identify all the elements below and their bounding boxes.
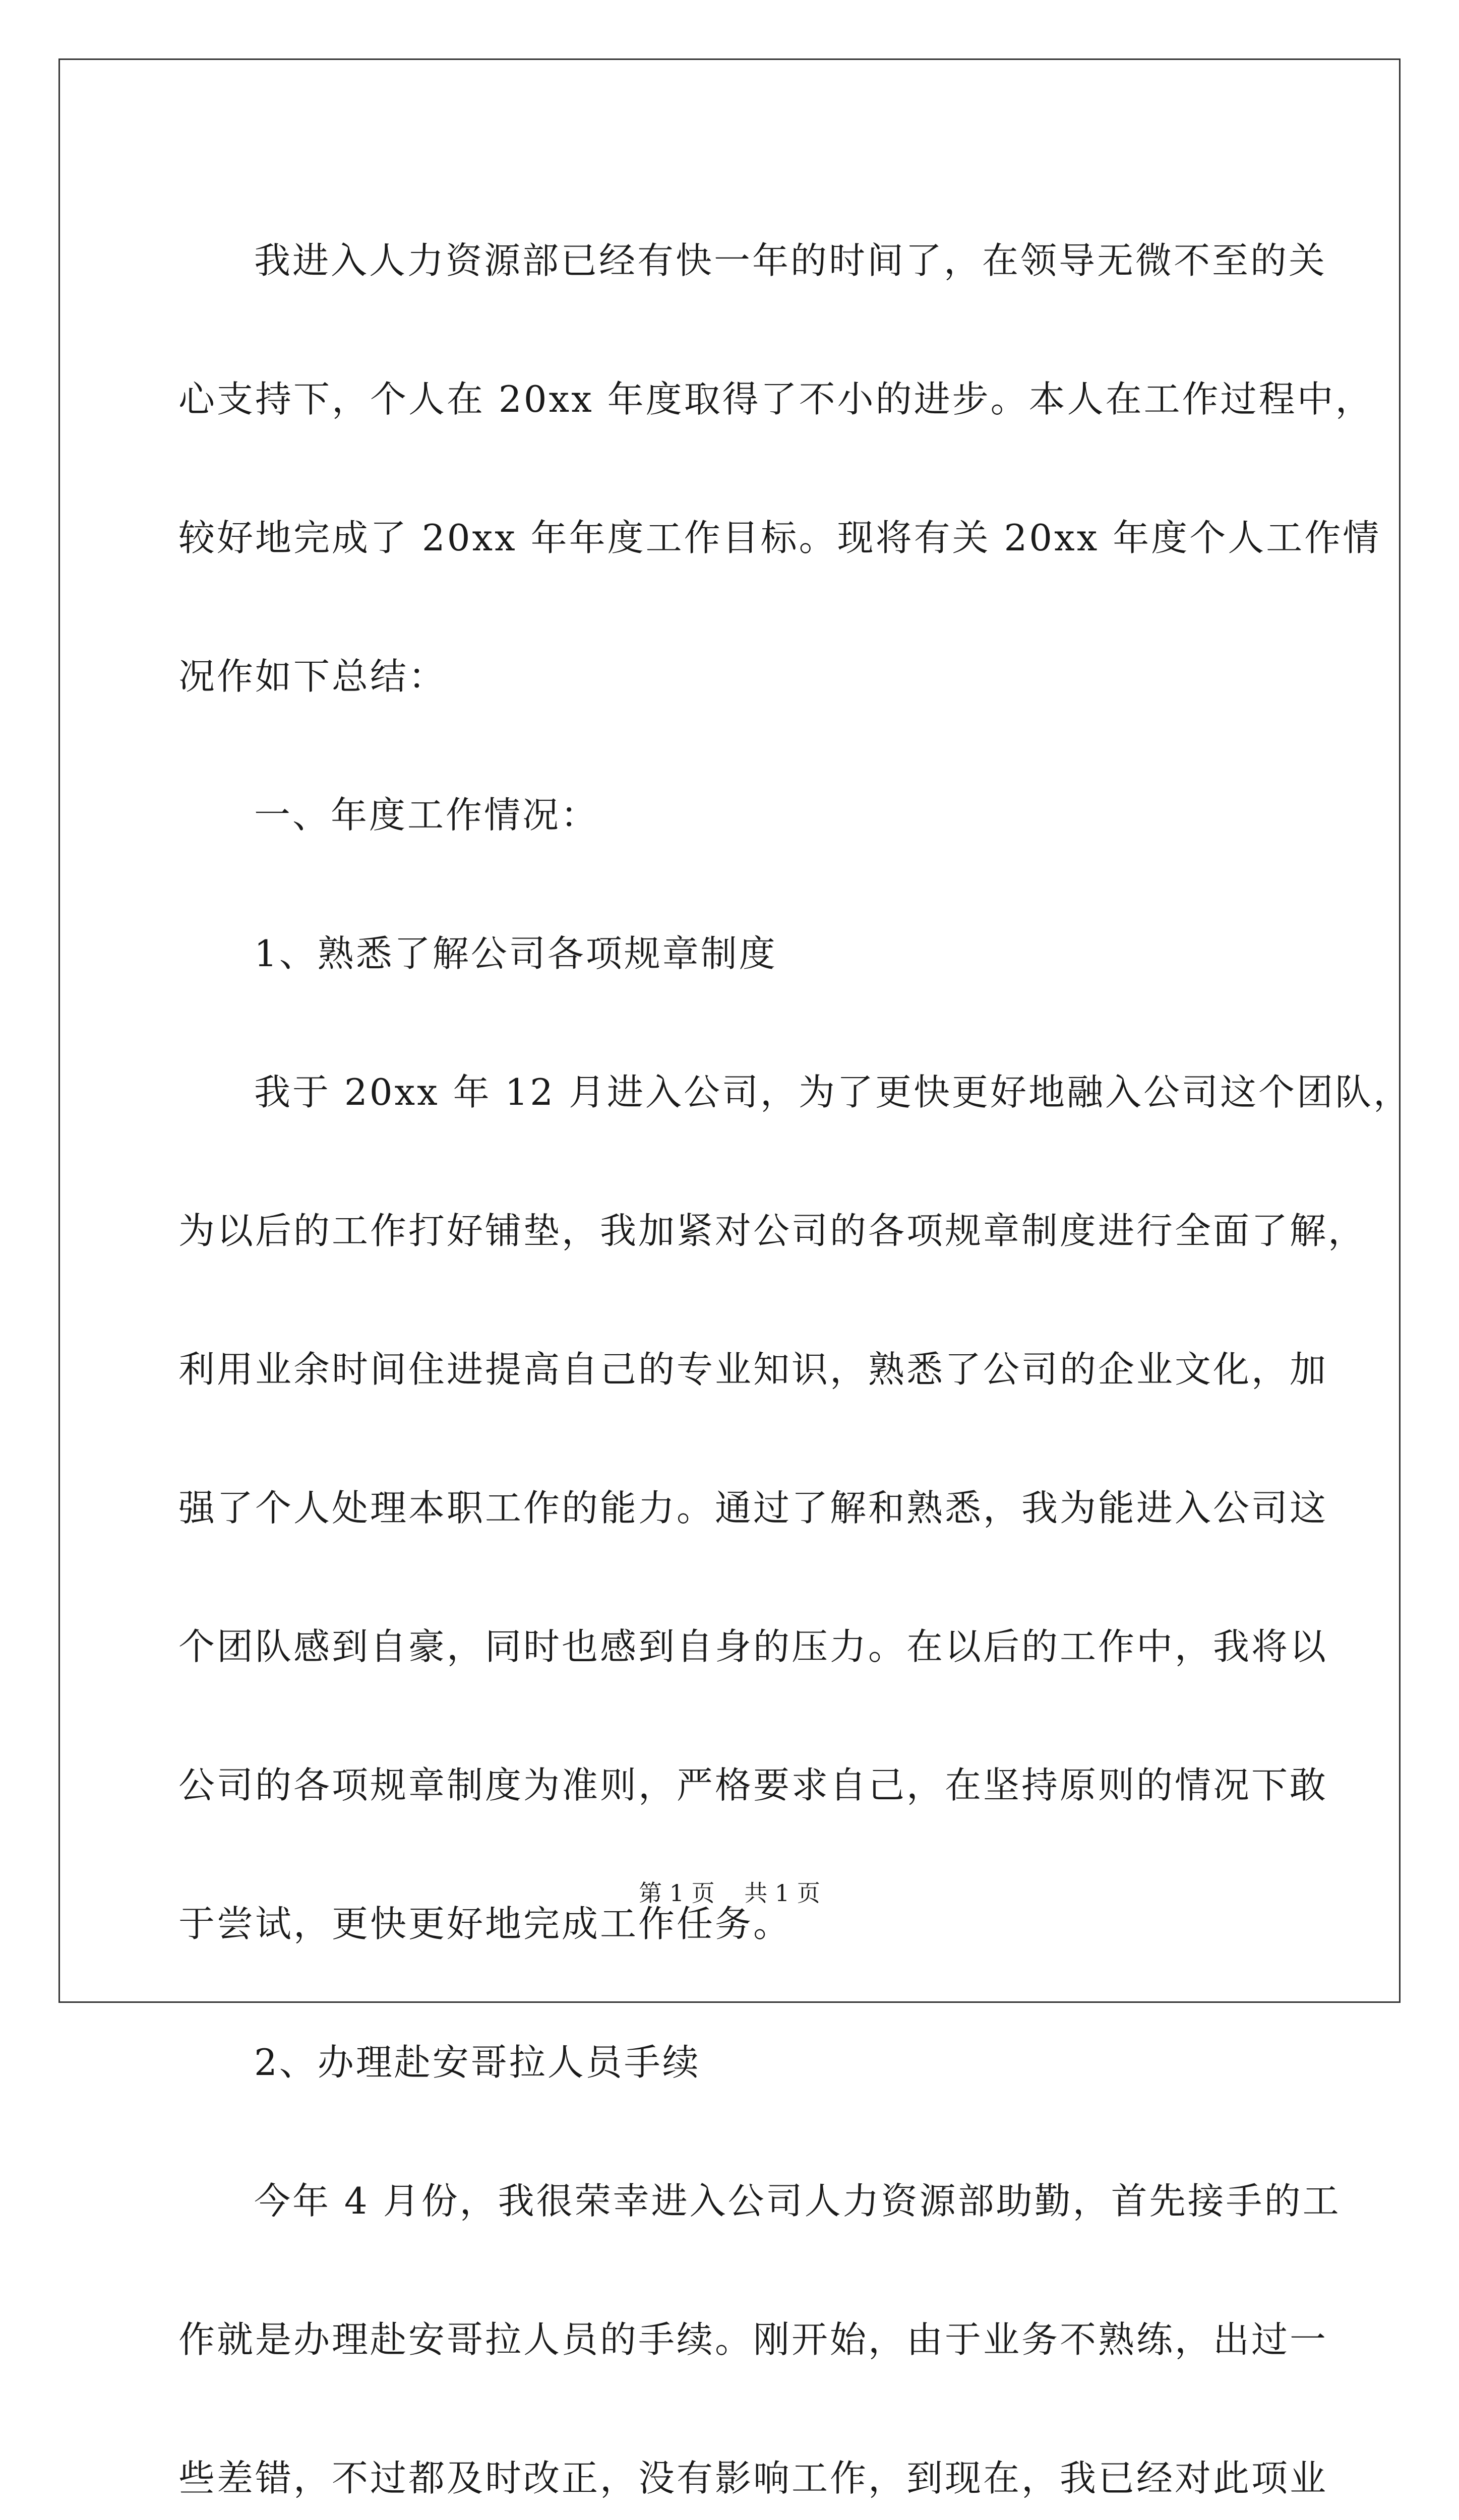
body-line-13: 于尝试，更快更好地完成工作任务。: [178, 1903, 792, 1945]
section-heading: 一、年度工作情况：: [254, 794, 599, 836]
body-line-9: 利用业余时间住进提高自己的专业知识，熟悉了公司的企业文化，加: [178, 1348, 1328, 1391]
body-line-10: 强了个人处理本职工作的能力。通过了解和熟悉，我为能进入公司这: [178, 1487, 1328, 1529]
body-line-2: 心支持下，个人在 20xx 年度取得了不小的进步。本人在工作过程中，: [178, 378, 1374, 420]
body-line-1: 我进入人力资源部已经有快一年的时间了，在领导无微不至的关: [254, 239, 1327, 282]
body-line-4: 况作如下总结：: [178, 655, 447, 698]
body-line-17: 些差错，不过都及时改正，没有影响工作，到现在，我已经对此项业: [178, 2457, 1328, 2499]
subheading-1: 1、熟悉了解公司各项规章制度: [254, 932, 777, 975]
body-line-16: 作就是办理赴安哥拉人员的手续。刚开始，由于业务不熟练，出过一: [178, 2318, 1328, 2361]
page-total: 共 1 页: [744, 1879, 820, 1907]
document-body: [178, 192, 1412, 2520]
body-line-12: 公司的各项规章制度为准则，严格要求自己，在坚持原则的情况下敢: [178, 1764, 1328, 1806]
body-line-8: 为以后的工作打好铺垫，我加紧对公司的各项规章制度进行全面了解，: [178, 1210, 1367, 1252]
page-footer: [0, 1875, 1459, 1908]
subheading-2: 2、办理赴安哥拉人员手续: [254, 2041, 701, 2084]
body-line-3: 较好地完成了 20xx 年年度工作目标。现将有关 20xx 年度个人工作情: [178, 517, 1381, 559]
body-line-7: 我于 20xx 年 12 月进入公司，为了更快更好地融入公司这个团队，: [254, 1071, 1412, 1113]
page-number: 第 1 页: [639, 1879, 715, 1907]
body-line-15: 今年 4 月份，我很荣幸进入公司人力资源部助勤，首先接手的工: [254, 2180, 1341, 2222]
body-line-11: 个团队感到自豪，同时也感到自身的压力。在以后的工作中，我将以: [178, 1625, 1328, 1668]
